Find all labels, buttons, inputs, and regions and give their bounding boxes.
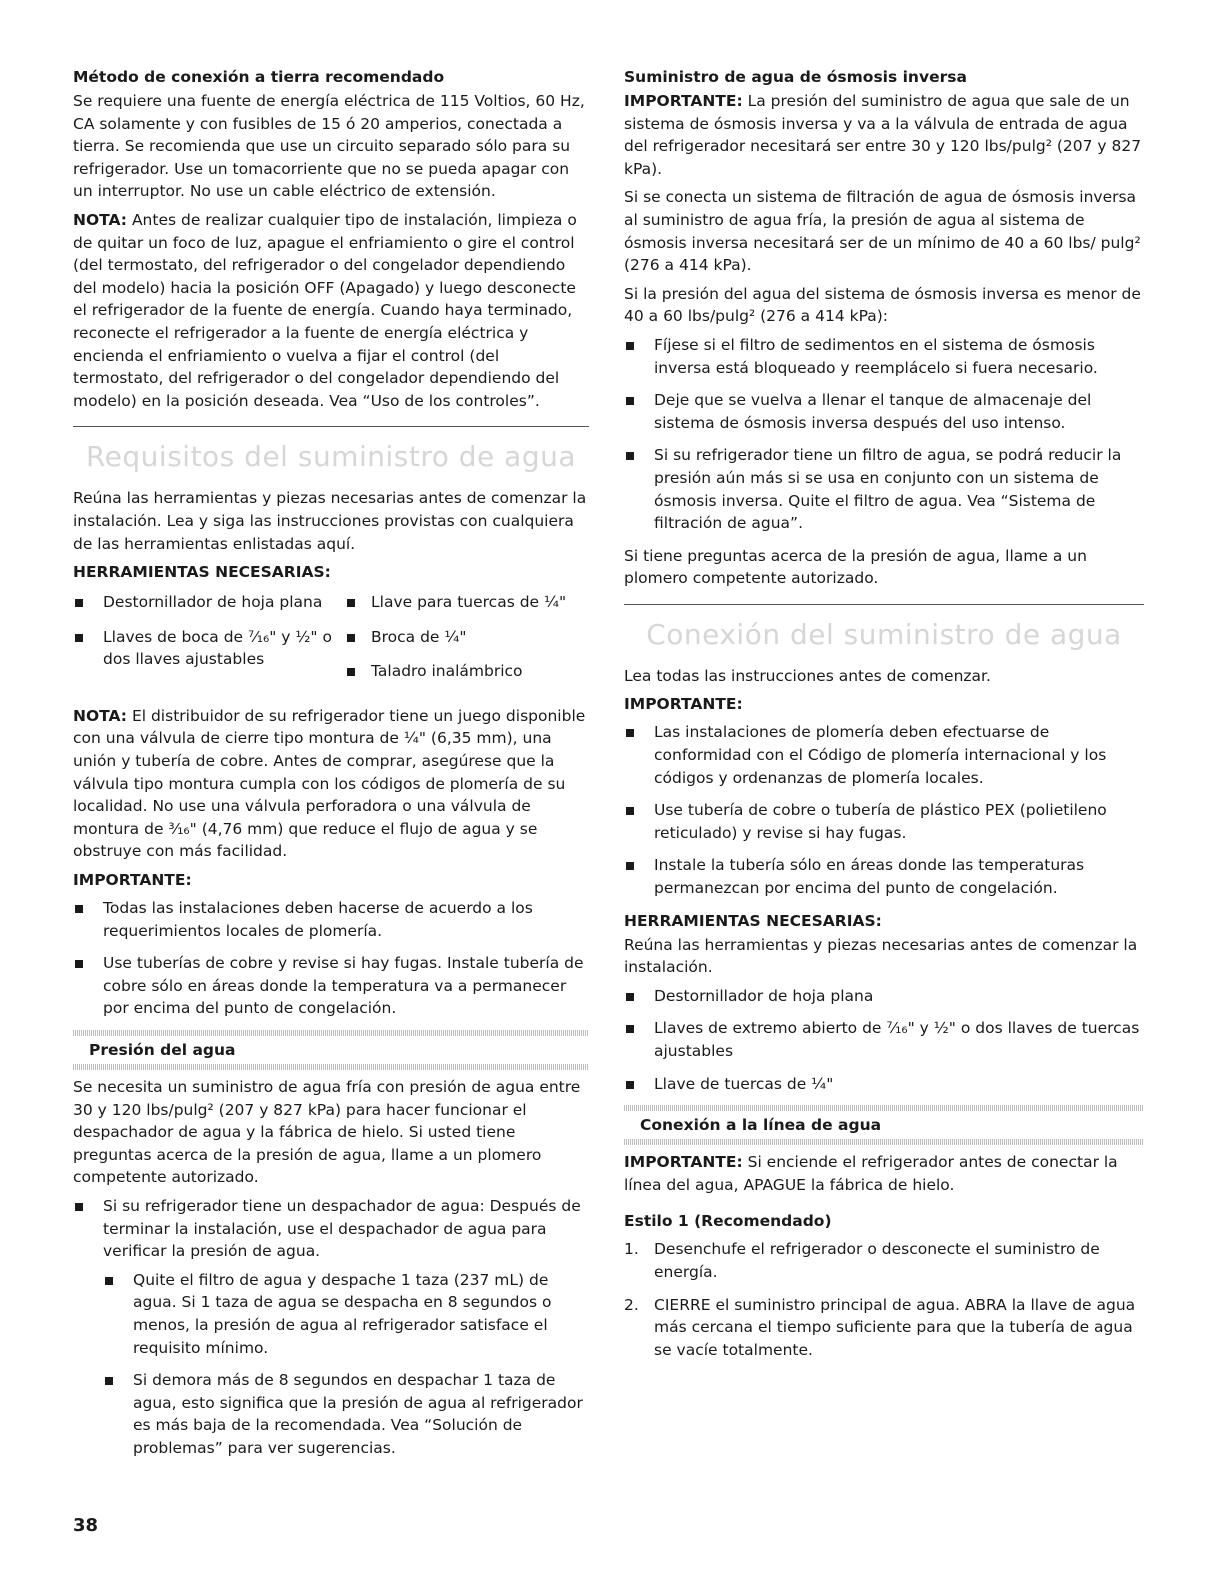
list-item: Llave de tuercas de ¼" <box>624 1073 1144 1096</box>
list-item: Las instalaciones de plomería deben efectuarse de conformidad con el Código de plomería internacional y los códigos y ordenanzas de plomería locales. <box>624 721 1144 789</box>
connection-intro: Lea todas las instrucciones antes de comenzar. <box>624 666 991 685</box>
tools-heading: HERRAMIENTAS NECESARIAS: <box>624 911 882 930</box>
connection-importante-list <box>624 721 1144 899</box>
right-column <box>624 62 1144 1371</box>
list-item: Broca de ¼" <box>345 626 589 649</box>
water-pressure-list <box>73 1195 589 1460</box>
tools-list <box>624 985 1144 1095</box>
water-supply-requirements-banner: Requisitos del suministro de agua <box>85 440 576 474</box>
osmosis-paragraph: Si tiene preguntas acerca de la presión de agua, llame a un plomero competente autorizado. <box>624 546 1087 588</box>
section-divider <box>624 604 1144 605</box>
water-pressure-heading: Presión del agua <box>89 1041 236 1059</box>
list-item: Fíjese si el filtro de sedimentos en el sistema de ósmosis inversa está bloqueado y reemplácelo si fuera necesario. <box>624 334 1144 379</box>
grounding-paragraph: Se requiere una fuente de energía eléctrica de 115 Voltios, 60 Hz, CA solamente y con fusibles de 15 ó 20 amperios, conectada a tierra. Se recomienda que use un circuito separado sólo para su refrigerador. Use un tomacorriente que no se pueda apagar con un interruptor. No use un cable eléctrico de extensión. <box>73 92 585 201</box>
importante-label: IMPORTANTE: <box>624 92 743 110</box>
water-line-connection-heading: Conexión a la línea de agua <box>640 1116 882 1135</box>
list-item: Quite el filtro de agua y despache 1 taza (237 mL) de agua. Si 1 taza de agua se despacha en 8 segundos o menos, la presión de agua al refrigerador satisface el requisito mínimo. <box>103 1269 589 1359</box>
list-item: Destornillador de hoja plana <box>73 591 345 614</box>
nota-label: NOTA: <box>73 706 128 725</box>
list-item: Llaves de boca de ⁷⁄₁₆" y ½" o dos llaves ajustables <box>73 626 345 671</box>
list-item: Destornillador de hoja plana <box>624 985 1144 1008</box>
section-divider <box>73 426 589 427</box>
list-item: Use tuberías de cobre y revise si hay fugas. Instale tubería de cobre sólo en áreas donde la temperatura va a permanecer por encima del punto de congelación. <box>73 952 589 1020</box>
step-item <box>624 1238 1144 1283</box>
steps-list <box>624 1238 1144 1361</box>
list-item: Taladro inalámbrico <box>345 660 589 683</box>
grounding-heading: Método de conexión a tierra recomendado <box>73 68 445 86</box>
step-text: Desenchufe el refrigerador o desconecte el suministro de energía. <box>654 1240 1100 1281</box>
nota-text: Antes de realizar cualquier tipo de instalación, limpieza o de quitar un foco de luz, apague el enfriamiento o gire el control (del termostato, del refrigerador o del congelador dependiendo del modelo) hacia la posición OFF (Apagado) y luego desconecte el refrigerador de la fuente de energía. Cuando haya terminado, reconecte el refrigerador a la fuente de energía eléctrica y encienda el enfriamiento o vuelva a fijar el control (del termostato, del refrigerador o del congelador dependiendo del modelo) en la posición deseada. Vea “Uso de los controles”. <box>73 210 577 410</box>
style-1-heading: Estilo 1 (Recomendado) <box>624 1212 832 1231</box>
osmosis-importante-paragraph <box>624 90 1144 180</box>
step-number: 2. <box>624 1295 639 1314</box>
list-item: Use tubería de cobre o tubería de plástico PEX (polietileno reticulado) y revise si hay fugas. <box>624 799 1144 844</box>
step-item <box>624 1294 1144 1362</box>
tools-list-col-1 <box>73 591 345 695</box>
list-item-text: Si su refrigerador tiene un despachador de agua: Después de terminar la instalación, use el despachador de agua para verificar la presión de agua. <box>103 1196 581 1261</box>
list-item: Deje que se vuelva a llenar el tanque de almacenaje del sistema de ósmosis inversa después del uso intenso. <box>624 389 1144 434</box>
tools-list-col-2 <box>345 591 589 695</box>
step-number: 1. <box>624 1240 639 1259</box>
tools-heading: HERRAMIENTAS NECESARIAS: <box>73 563 331 582</box>
list-item <box>73 1195 589 1460</box>
nota-paragraph <box>73 209 589 412</box>
osmosis-paragraph: Si la presión del agua del sistema de ósmosis inversa es menor de 40 a 60 lbs/pulg² (276 a 414 kPa): <box>624 284 1141 326</box>
nested-list <box>103 1269 589 1460</box>
list-item: Todas las instalaciones deben hacerse de acuerdo a los requerimientos locales de plomería. <box>73 897 589 942</box>
nota-paragraph <box>73 705 589 863</box>
list-item: Llaves de extremo abierto de ⁷⁄₁₆" y ½" o dos llaves de tuercas ajustables <box>624 1017 1144 1062</box>
importante-heading: IMPORTANTE: <box>624 695 743 714</box>
linea-importante-paragraph <box>624 1151 1144 1196</box>
tools-paragraph: Reúna las herramientas y piezas necesarias antes de comenzar la instalación. <box>624 935 1138 977</box>
water-pressure-paragraph: Se necesita un suministro de agua fría con presión de agua entre 30 y 120 lbs/pulg² (207 y 827 kPa) para hacer funcionar el despachador de agua y la fábrica de hielo. Si usted tiene preguntas acerca de la presión de agua, llame a un plomero competente autorizado. <box>73 1078 581 1187</box>
list-item: Si demora más de 8 segundos en despachar 1 taza de agua, esto significa que la presión de agua al refrigerador es más baja de la recomendada. Vea “Solución de problemas” para ver sugerencias. <box>103 1369 589 1459</box>
list-item: Llave para tuercas de ¼" <box>345 591 589 614</box>
importante-list <box>73 897 589 1020</box>
importante-text: Si enciende el refrigerador antes de conectar la línea del agua, APAGUE la fábrica de hielo. <box>624 1153 1118 1194</box>
tools-list <box>73 591 589 695</box>
list-item: Instale la tubería sólo en áreas donde las temperaturas permanezcan por encima del punto de congelación. <box>624 854 1144 899</box>
importante-heading: IMPORTANTE: <box>73 871 192 890</box>
osmosis-list <box>624 334 1144 535</box>
list-item: Si su refrigerador tiene un filtro de agua, se podrá reducir la presión aún más si se usa en conjunto con un sistema de ósmosis inversa. Quite el filtro de agua. Vea “Sistema de filtración de agua”. <box>624 444 1144 534</box>
importante-text: La presión del suministro de agua que sale de un sistema de ósmosis inversa y va a la válvula de entrada de agua del refrigerador necesitará ser entre 30 y 120 lbs/pulg² (207 y 827 kPa). <box>624 92 1142 178</box>
step-text: CIERRE el suministro principal de agua. ABRA la llave de agua más cercana el tiempo suficiente para que la tubería de agua se vacíe totalmente. <box>654 1295 1136 1359</box>
left-column <box>73 62 589 1470</box>
importante-label: IMPORTANTE: <box>624 1153 743 1172</box>
page-number: 38 <box>73 1515 99 1536</box>
nota-label: NOTA: <box>73 210 128 229</box>
requirements-intro: Reúna las herramientas y piezas necesarias antes de comenzar la instalación. Lea y siga las instrucciones provistas con cualquiera de las herramientas enlistadas aquí. <box>73 489 587 553</box>
reverse-osmosis-heading: Suministro de agua de ósmosis inversa <box>624 68 967 86</box>
nota-text: El distribuidor de su refrigerador tiene un juego disponible con una válvula de cierre tipo montura de ¼" (6,35 mm), una unión y tubería de cobre. Antes de comprar, asegúrese que la válvula tipo montura cumpla con los códigos de plomería de su localidad. No use una válvula perforadora o una válvula de montura de ³⁄₁₆" (4,76 mm) que reduce el flujo de agua y se obstruye con más facilidad. <box>73 706 586 861</box>
water-supply-connection-banner: Conexión del suministro de agua <box>646 617 1122 651</box>
osmosis-paragraph: Si se conecta un sistema de filtración de agua de ósmosis inversa al suministro de agua fría, la presión de agua al sistema de ósmosis inversa necesitará ser de un mínimo de 40 a 60 lbs/ pulg² (276 a 414 kPa). <box>624 188 1141 275</box>
